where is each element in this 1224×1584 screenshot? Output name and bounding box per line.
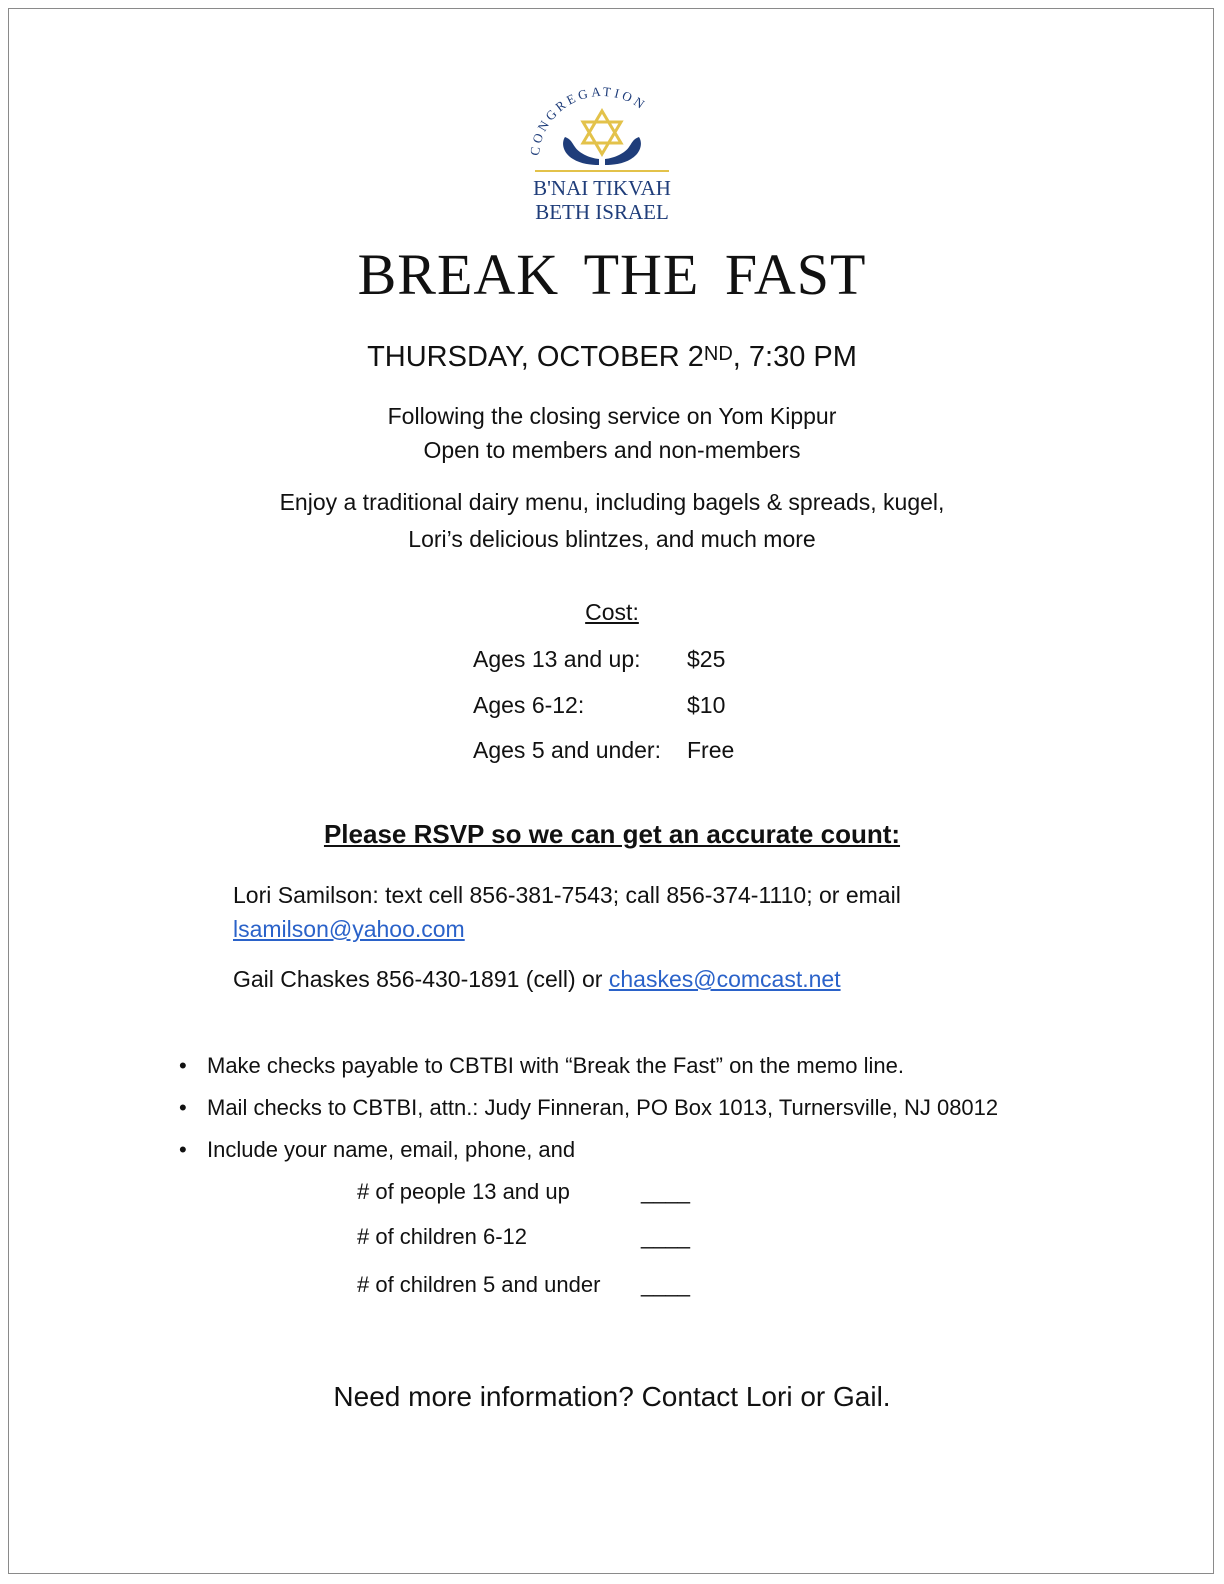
event-date-main: THURSDAY, OCTOBER 2 — [367, 341, 704, 373]
congregation-logo — [517, 81, 687, 231]
rsvp-field — [357, 1224, 690, 1250]
rsvp-field — [357, 1272, 690, 1298]
contact-gail — [233, 962, 841, 996]
bullet-icon: • — [179, 1053, 187, 1078]
event-date-suffix: ND — [703, 343, 733, 365]
gail-email-link[interactable]: chaskes@comcast.net — [608, 966, 841, 992]
lori-email-link[interactable]: lsamilson@yahoo.com — [233, 916, 465, 942]
event-date — [9, 341, 1215, 374]
logo-arc-text: CONGREGATION — [526, 83, 650, 157]
event-title: BREAK THE FAST — [357, 242, 867, 307]
field-label: # of people 13 and up — [357, 1179, 570, 1204]
cost-row — [473, 737, 734, 764]
rsvp-field — [357, 1179, 690, 1205]
cost-row — [473, 646, 725, 673]
field-blank[interactable]: ____ — [641, 1272, 690, 1297]
cost-label: Ages 5 and under: — [473, 737, 661, 763]
event-time: , 7:30 PM — [732, 341, 857, 373]
list-item — [179, 1137, 575, 1163]
cost-label: Ages 6-12: — [473, 692, 585, 718]
menu-line: Enjoy a traditional dairy menu, including bagels & spreads, kugel, — [279, 489, 945, 515]
star-of-david-icon — [583, 111, 621, 154]
footer-info: Need more information? Contact Lori or Gail. — [333, 1381, 891, 1412]
bullet-icon: • — [179, 1095, 187, 1120]
intro-line: Following the closing service on Yom Kippur — [387, 403, 837, 429]
field-blank[interactable]: ____ — [641, 1179, 690, 1204]
contact-lori-text: Lori Samilson: text cell 856-381-7543; call 856-374-1110; or email — [233, 882, 901, 908]
rsvp-heading: Please RSVP so we can get an accurate count: — [323, 819, 901, 849]
logo-name-line1: B'NAI TIKVAH — [533, 176, 671, 200]
bullet-text: Mail checks to CBTBI, attn.: Judy Finneran, PO Box 1013, Turnersville, NJ 08012 — [207, 1095, 999, 1120]
list-item — [179, 1095, 998, 1121]
contact-gail-text: Gail Chaskes 856-430-1891 (cell) or — [233, 966, 609, 992]
field-label: # of children 6-12 — [357, 1224, 527, 1249]
bullet-text: Include your name, email, phone, and — [207, 1137, 576, 1162]
field-label: # of children 5 and under — [357, 1272, 601, 1297]
contact-lori — [233, 878, 901, 946]
field-blank[interactable]: ____ — [641, 1224, 690, 1249]
cost-row — [473, 692, 725, 719]
bullet-text: Make checks payable to CBTBI with “Break the Fast” on the memo line. — [207, 1053, 904, 1078]
flyer-page — [8, 8, 1214, 1574]
cost-price: $25 — [687, 646, 726, 672]
intro-line: Open to members and non-members — [423, 437, 801, 463]
cost-label: Ages 13 and up: — [473, 646, 641, 672]
list-item — [179, 1053, 904, 1079]
logo-name-line2: BETH ISRAEL — [535, 200, 669, 224]
cost-heading: Cost: — [585, 599, 639, 625]
cost-price: $10 — [687, 692, 726, 718]
cost-price: Free — [687, 737, 735, 763]
bullet-icon: • — [179, 1137, 187, 1162]
hands-icon — [563, 137, 641, 165]
menu-line: Lori’s delicious blintzes, and much more — [408, 526, 816, 552]
